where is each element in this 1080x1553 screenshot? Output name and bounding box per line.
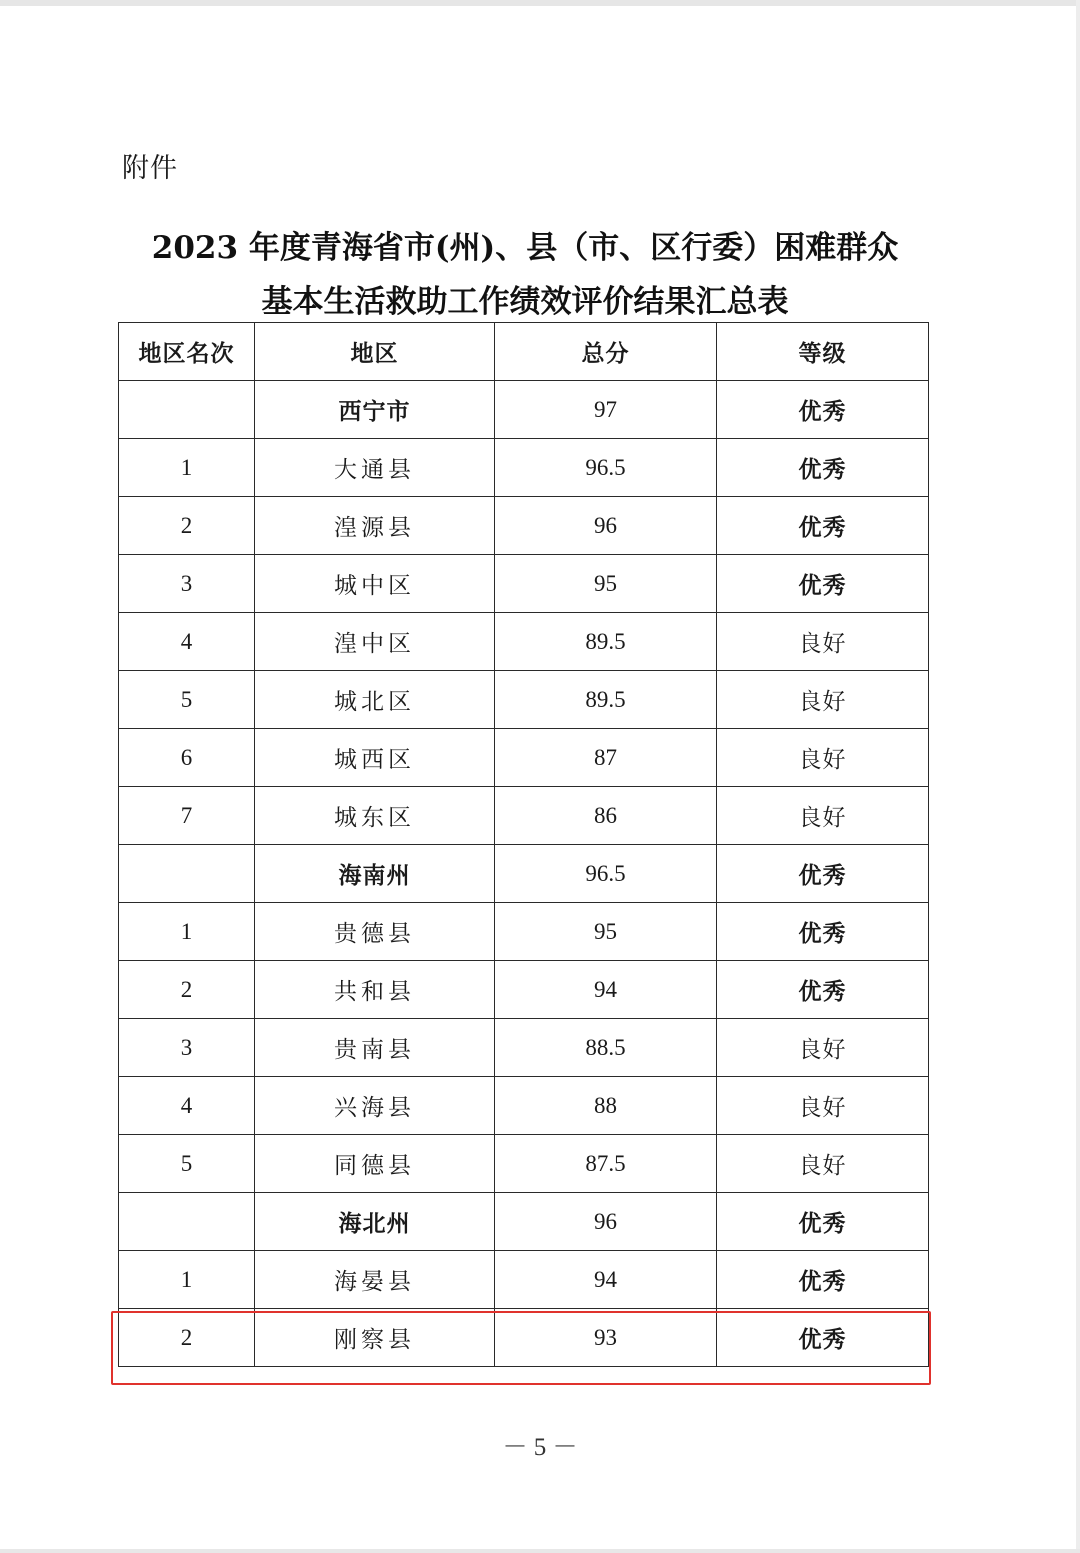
cell-grade: 优秀 — [717, 439, 929, 497]
cell-rank: 6 — [119, 729, 255, 787]
cell-score: 89.5 — [495, 671, 717, 729]
cell-region: 海晏县 — [255, 1251, 495, 1309]
cell-rank: 5 — [119, 671, 255, 729]
cell-score: 88 — [495, 1077, 717, 1135]
table-row — [119, 729, 929, 787]
cell-rank: 3 — [119, 1019, 255, 1077]
cell-score: 95 — [495, 555, 717, 613]
cell-grade: 良好 — [717, 1019, 929, 1077]
table-row — [119, 439, 929, 497]
table-row — [119, 497, 929, 555]
header-region: 地区 — [255, 323, 495, 381]
cell-score: 95 — [495, 903, 717, 961]
header-grade: 等级 — [717, 323, 929, 381]
table-row — [119, 555, 929, 613]
cell-region: 共和县 — [255, 961, 495, 1019]
cell-region: 海南州 — [255, 845, 495, 903]
cell-region: 城中区 — [255, 555, 495, 613]
cell-grade: 优秀 — [717, 381, 929, 439]
table-row — [119, 787, 929, 845]
cell-region: 西宁市 — [255, 381, 495, 439]
cell-score: 94 — [495, 961, 717, 1019]
cell-region: 贵德县 — [255, 903, 495, 961]
document-title-line-2: 基本生活救助工作绩效评价结果汇总表 — [261, 284, 789, 320]
results-table — [118, 322, 929, 1367]
cell-rank: 7 — [119, 787, 255, 845]
cell-score: 96 — [495, 497, 717, 555]
cell-grade: 优秀 — [717, 497, 929, 555]
table-row — [119, 903, 929, 961]
cell-region: 城东区 — [255, 787, 495, 845]
table-row — [119, 1077, 929, 1135]
cell-score: 87.5 — [495, 1135, 717, 1193]
cell-region: 兴海县 — [255, 1077, 495, 1135]
cell-grade: 良好 — [717, 1135, 929, 1193]
page-number: － 5 － — [502, 1434, 578, 1461]
page-right-edge — [1076, 0, 1080, 1553]
cell-rank: 1 — [119, 1251, 255, 1309]
cell-rank: 2 — [119, 961, 255, 1019]
cell-grade: 优秀 — [717, 961, 929, 1019]
cell-score: 96.5 — [495, 439, 717, 497]
table-row — [119, 845, 929, 903]
table-row — [119, 1019, 929, 1077]
cell-score: 88.5 — [495, 1019, 717, 1077]
cell-grade: 良好 — [717, 1077, 929, 1135]
cell-score: 96 — [495, 1193, 717, 1251]
page-bottom-edge — [0, 1549, 1080, 1553]
cell-rank: 5 — [119, 1135, 255, 1193]
cell-grade: 优秀 — [717, 1251, 929, 1309]
table-row — [119, 1193, 929, 1251]
cell-score: 94 — [495, 1251, 717, 1309]
header-score: 总分 — [495, 323, 717, 381]
cell-rank — [119, 1193, 255, 1251]
document-title-line-1: 2023 年度青海省市(州)、县（市、区行委）困难群众 — [151, 230, 899, 266]
header-rank: 地区名次 — [119, 323, 255, 381]
table-row — [119, 1135, 929, 1193]
cell-rank — [119, 381, 255, 439]
cell-rank: 4 — [119, 613, 255, 671]
cell-score: 93 — [495, 1309, 717, 1367]
cell-rank: 2 — [119, 497, 255, 555]
cell-grade: 优秀 — [717, 1309, 929, 1367]
cell-region: 大通县 — [255, 439, 495, 497]
cell-region: 城北区 — [255, 671, 495, 729]
cell-region: 同德县 — [255, 1135, 495, 1193]
page-top-edge — [0, 0, 1080, 6]
cell-score: 86 — [495, 787, 717, 845]
cell-score: 87 — [495, 729, 717, 787]
table-row — [119, 961, 929, 1019]
cell-rank — [119, 845, 255, 903]
cell-region: 贵南县 — [255, 1019, 495, 1077]
cell-rank: 3 — [119, 555, 255, 613]
cell-score: 89.5 — [495, 613, 717, 671]
cell-region: 城西区 — [255, 729, 495, 787]
attachment-label: 附件 — [122, 153, 178, 184]
cell-grade: 良好 — [717, 671, 929, 729]
cell-score: 96.5 — [495, 845, 717, 903]
table-row — [119, 381, 929, 439]
cell-region: 湟中区 — [255, 613, 495, 671]
cell-region: 海北州 — [255, 1193, 495, 1251]
cell-score: 97 — [495, 381, 717, 439]
table-row-highlighted — [119, 1309, 929, 1367]
table-row — [119, 613, 929, 671]
cell-grade: 优秀 — [717, 1193, 929, 1251]
cell-rank: 2 — [119, 1309, 255, 1367]
cell-rank: 1 — [119, 439, 255, 497]
cell-grade: 优秀 — [717, 903, 929, 961]
table-row — [119, 1251, 929, 1309]
cell-region: 湟源县 — [255, 497, 495, 555]
cell-grade: 良好 — [717, 787, 929, 845]
cell-rank: 1 — [119, 903, 255, 961]
cell-grade: 良好 — [717, 613, 929, 671]
cell-rank: 4 — [119, 1077, 255, 1135]
cell-region: 刚察县 — [255, 1309, 495, 1367]
cell-grade: 良好 — [717, 729, 929, 787]
cell-grade: 优秀 — [717, 555, 929, 613]
table-row — [119, 671, 929, 729]
table-header-row — [119, 323, 929, 381]
cell-grade: 优秀 — [717, 845, 929, 903]
